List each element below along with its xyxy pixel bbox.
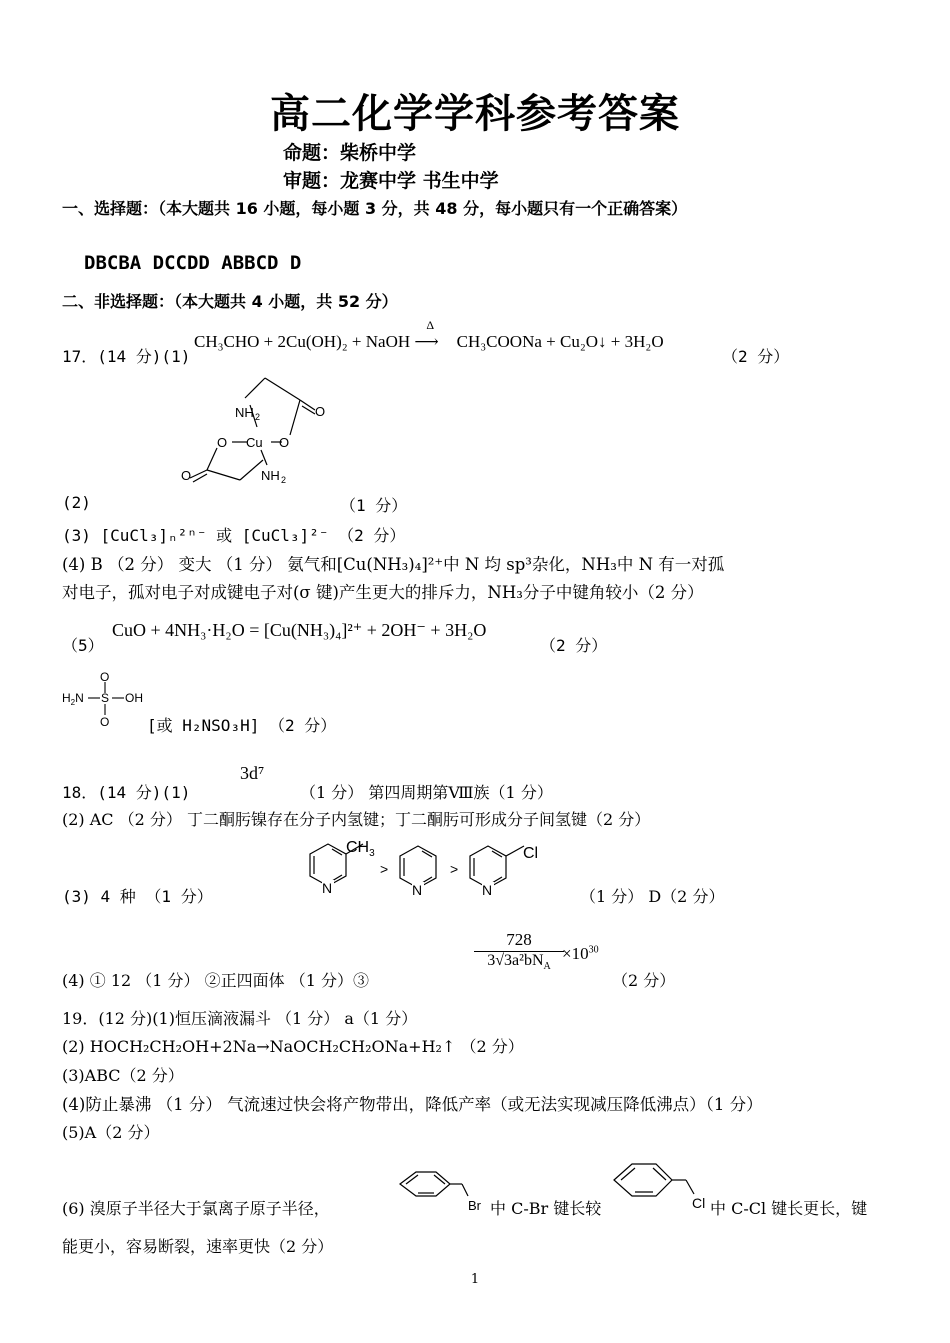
q17-p2-label: (2) bbox=[62, 493, 91, 512]
sulf-oh: OH bbox=[125, 691, 143, 705]
sulf-s: S bbox=[101, 691, 110, 705]
section-1-heading: 一、选择题：（本大题共 16 小题，每小题 3 分，共 48 分，每小题只有一个正确答案） bbox=[62, 199, 688, 218]
q18-line1-tail: （1 分） 第四周期第Ⅷ族（1 分） bbox=[300, 783, 553, 802]
q17-p3: (3) [CuCl₃]ₙ²ⁿ⁻ 或 [CuCl₃]²⁻ （2 分） bbox=[62, 526, 406, 545]
cl-benzyl-label: Cl bbox=[692, 1195, 706, 1211]
benzyl-bromide-structure bbox=[394, 1158, 489, 1218]
page-number: 1 bbox=[470, 1272, 480, 1287]
q17-p5-equation: CuO + 4NH₃·H₂O = [Cu(NH₃)₄]²⁺ + 2OH⁻ + 3H₂O bbox=[112, 620, 487, 640]
page-title: 高二化学学科参考答案 bbox=[270, 91, 680, 137]
q18-line2: (2) AC （2 分） 丁二酮肟镍存在分子内氢键；丁二酮肟可形成分子间氢键（2 分） bbox=[62, 810, 651, 829]
struct-o-bottom: O bbox=[181, 468, 192, 483]
frac-multiplier bbox=[562, 944, 599, 964]
q18-line1-head: 18．(14 分)(1) bbox=[62, 783, 191, 802]
svg-text:2: 2 bbox=[255, 412, 261, 422]
sulfamic-acid-structure bbox=[60, 668, 160, 730]
n-atom-2: N bbox=[412, 882, 423, 898]
q17-p6: [或 H₂NSO₃H] （2 分） bbox=[147, 716, 337, 735]
q19-line4: (4)防止暴沸 （1 分） 气流速过快会将产物带出，降低产率（或无法实现减压降低沸点）（1 分） bbox=[62, 1095, 763, 1114]
q18-line4-score: （2 分） bbox=[612, 971, 676, 990]
br-label: Br bbox=[468, 1198, 481, 1213]
reviewer-line: 审题：龙赛中学 书生中学 bbox=[283, 170, 499, 192]
q18-line3-head: (3) 4 种 （1 分） bbox=[62, 887, 213, 906]
copper-glycinate-structure bbox=[175, 370, 345, 490]
gt-2: > bbox=[450, 861, 459, 877]
cl-label: Cl bbox=[523, 845, 539, 862]
q17-head: 17．(14 分)(1) bbox=[62, 347, 191, 366]
n-atom-3: N bbox=[482, 882, 493, 898]
struct-nh2-bottom: NH bbox=[261, 468, 280, 483]
choice-answers: DBCBA DCCDD ABBCD D bbox=[84, 252, 302, 274]
q18-line3-tail: （1 分） D（2 分） bbox=[580, 887, 725, 906]
q17-p4-line1: (4) B （2 分） 变大 （1 分） 氨气和[Cu(NH₃)₄]²⁺中 N 均 sp³杂化，NH₃中 N 有一对孤 bbox=[62, 555, 725, 574]
q17-p4-line2: 对电子，孤对电子对成键电子对(σ 键)产生更大的排斥力，NH₃分子中键角较小（2 分） bbox=[62, 583, 704, 602]
frac-exp: 30 bbox=[588, 944, 599, 956]
frac-den-text: 3√3a²bN bbox=[487, 952, 544, 969]
q19-line2: (2) HOCH₂CH₂OH+2Na→NaOCH₂CH₂ONa+H₂↑ （2 分） bbox=[62, 1037, 524, 1056]
sulf-o-bottom: O bbox=[100, 715, 110, 729]
struct-o-mid: O bbox=[279, 435, 290, 450]
q19-line3: (3)ABC（2 分） bbox=[62, 1066, 184, 1085]
pyridine-comparison bbox=[288, 840, 558, 902]
q19-line6a: (6) 溴原子半径大于氯离子原子半径， bbox=[62, 1199, 330, 1218]
sulf-h2n: $H_2N$ bbox=[62, 691, 84, 707]
q17-arrow: Δ ⟶ bbox=[414, 318, 439, 351]
q17-p2-score: （1 分） bbox=[340, 496, 408, 515]
q18-electron-config: 3d⁷ bbox=[240, 763, 265, 783]
sulf-o-top: O bbox=[100, 670, 110, 684]
n-atom-1: N bbox=[322, 880, 333, 896]
gt-1: > bbox=[380, 861, 389, 877]
q18-line4: (4) ① 12 （1 分） ②正四面体 （1 分）③ bbox=[62, 971, 369, 990]
frac-mul-text: ×10 bbox=[562, 944, 589, 963]
q19-line7: 能更小，容易断裂，速率更快（2 分） bbox=[62, 1237, 334, 1256]
ch3-label: $CH_3$ bbox=[346, 840, 375, 859]
q17-p1-score: （2 分） bbox=[722, 347, 790, 366]
q17-p5-label: （5） bbox=[62, 636, 104, 655]
q19-line5: (5)A（2 分） bbox=[62, 1123, 160, 1142]
struct-o-right: O bbox=[315, 404, 326, 419]
struct-o-left: O bbox=[217, 435, 228, 450]
section-2-heading: 二、非选择题：（本大题共 4 小题，共 52 分） bbox=[62, 292, 398, 311]
q17-eq-right: CH₃COONa + Cu₂O↓ + 3H₂O bbox=[456, 332, 664, 351]
q17-equation-1 bbox=[194, 318, 664, 352]
q17-delta: Δ bbox=[426, 318, 435, 332]
struct-nh2-top: NH bbox=[235, 405, 254, 420]
benzyl-chloride-structure bbox=[608, 1148, 718, 1218]
setter-line: 命题：柴桥中学 bbox=[283, 142, 417, 164]
q17-eq-left: CH₃CHO + 2Cu(OH)₂ + NaOH bbox=[194, 332, 411, 351]
svg-text:2: 2 bbox=[281, 475, 287, 485]
q19-line6c: 中 C-Cl 键长更长，键 bbox=[710, 1199, 868, 1218]
struct-cu: Cu bbox=[246, 435, 263, 450]
frac-numerator: 728 bbox=[474, 930, 564, 952]
frac-denominator bbox=[474, 952, 564, 972]
frac-den-sub: A bbox=[543, 961, 551, 973]
density-fraction bbox=[474, 930, 564, 972]
q17-p5-score: （2 分） bbox=[540, 636, 608, 655]
q19-line6b: 中 C-Br 键长较 bbox=[490, 1199, 602, 1218]
q19-line1: 19．(12 分)(1)恒压滴液漏斗 （1 分） a（1 分） bbox=[62, 1009, 418, 1028]
